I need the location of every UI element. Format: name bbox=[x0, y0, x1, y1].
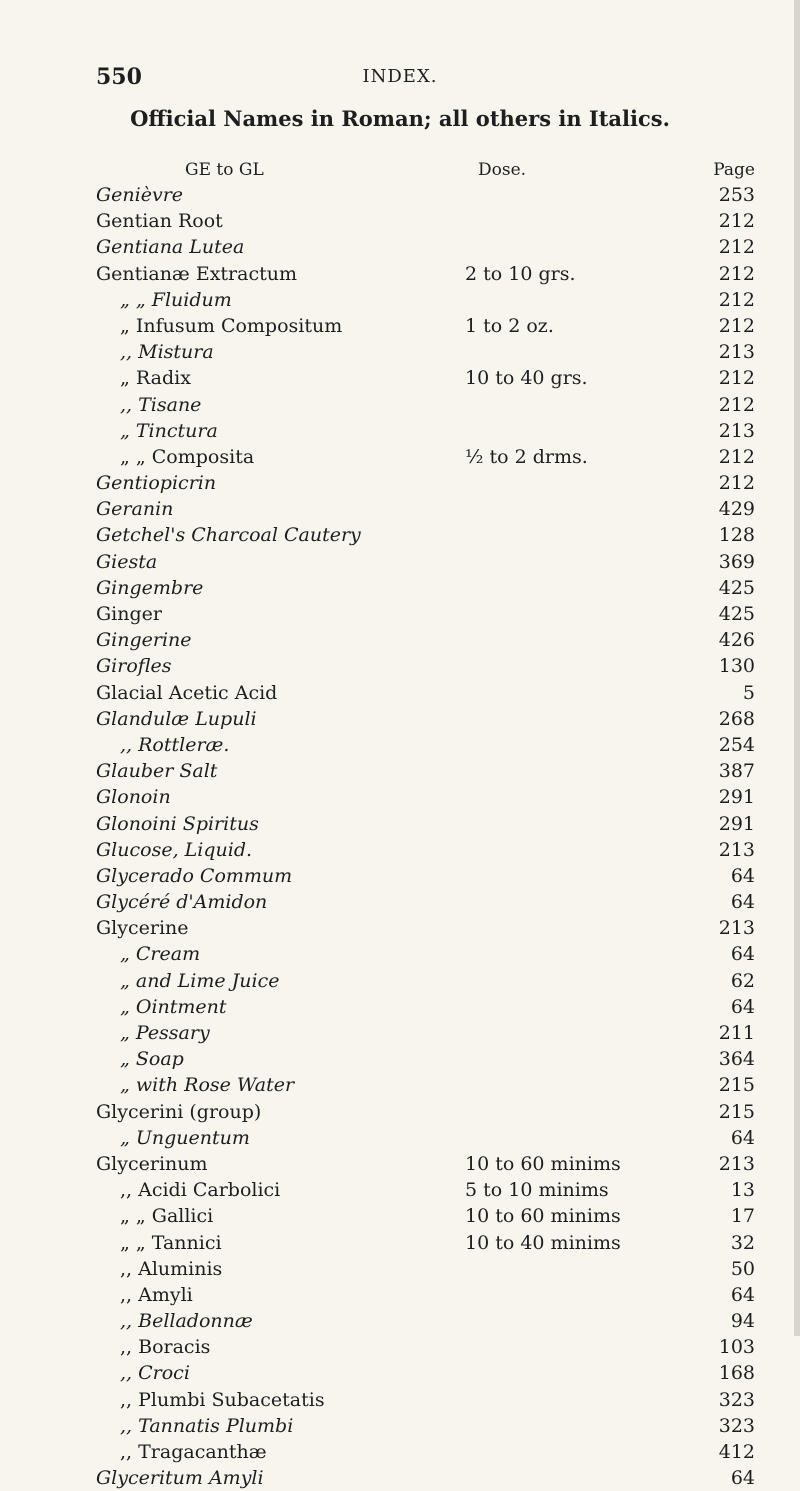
entry-dose: 10 to 40 grs. bbox=[465, 367, 588, 390]
entry-page: 64 bbox=[730, 891, 755, 914]
entry-page: 429 bbox=[718, 498, 755, 521]
entry-dose: 10 to 60 minims bbox=[465, 1205, 621, 1228]
entry-name: „ „ Composita bbox=[120, 445, 255, 468]
index-entry bbox=[0, 784, 800, 810]
entry-page: 212 bbox=[718, 262, 755, 285]
entry-name: Glonoin bbox=[96, 786, 171, 809]
index-entries bbox=[0, 182, 800, 1491]
index-entry bbox=[0, 1387, 800, 1413]
page-header bbox=[0, 64, 800, 94]
entry-name: Geranin bbox=[96, 498, 174, 521]
index-entry bbox=[0, 1413, 800, 1439]
entry-name: Gentianæ Extractum bbox=[96, 262, 297, 285]
entry-name: Gentian Root bbox=[96, 210, 223, 233]
index-entry bbox=[0, 1099, 800, 1125]
index-entry bbox=[0, 706, 800, 732]
entry-name: „ Tinctura bbox=[120, 419, 218, 442]
index-entry bbox=[0, 732, 800, 758]
index-entry bbox=[0, 1308, 800, 1334]
entry-page: 215 bbox=[718, 1074, 755, 1097]
index-entry bbox=[0, 575, 800, 601]
entry-page: 213 bbox=[718, 1152, 755, 1175]
index-entry bbox=[0, 261, 800, 287]
entry-name: „ with Rose Water bbox=[120, 1074, 295, 1097]
entry-page: 5 bbox=[742, 681, 755, 704]
entry-name: Glyceritum Amyli bbox=[96, 1467, 264, 1490]
entry-page: 212 bbox=[718, 393, 755, 416]
index-entry bbox=[0, 915, 800, 941]
index-entry bbox=[0, 313, 800, 339]
entry-name: Glycerini (group) bbox=[96, 1100, 262, 1123]
entry-name: ,, Boracis bbox=[120, 1336, 211, 1359]
entry-name: „ Soap bbox=[120, 1048, 184, 1071]
index-entry bbox=[0, 182, 800, 208]
index-entry bbox=[0, 339, 800, 365]
entry-page: 212 bbox=[718, 472, 755, 495]
entry-name: ,, Acidi Carbolici bbox=[120, 1179, 281, 1202]
column-dose-label: Dose. bbox=[478, 160, 527, 180]
entry-page: 425 bbox=[718, 576, 755, 599]
index-entry bbox=[0, 941, 800, 967]
entry-name: ,, Aluminis bbox=[120, 1257, 223, 1280]
entry-page: 212 bbox=[718, 367, 755, 390]
index-subtitle: Official Names in Roman; all others in Italics. bbox=[130, 106, 670, 131]
entry-dose: ½ to 2 drms. bbox=[465, 445, 588, 468]
index-entry bbox=[0, 758, 800, 784]
index-entry bbox=[0, 1072, 800, 1098]
entry-name: ,, Amyli bbox=[120, 1283, 193, 1306]
entry-name: „ Ointment bbox=[120, 995, 227, 1018]
entry-dose: 5 to 10 minims bbox=[465, 1179, 609, 1202]
index-entry bbox=[0, 392, 800, 418]
entry-page: 212 bbox=[718, 210, 755, 233]
entry-page: 212 bbox=[718, 314, 755, 337]
index-entry bbox=[0, 1282, 800, 1308]
index-entry bbox=[0, 1465, 800, 1491]
entry-page: 64 bbox=[730, 943, 755, 966]
index-entry bbox=[0, 837, 800, 863]
entry-page: 412 bbox=[718, 1441, 755, 1463]
entry-page: 291 bbox=[718, 786, 755, 809]
index-entry bbox=[0, 549, 800, 575]
entry-page: 62 bbox=[730, 969, 755, 992]
index-entry bbox=[0, 444, 800, 470]
index-entry bbox=[0, 365, 800, 391]
entry-name: Glycerinum bbox=[96, 1152, 208, 1175]
entry-page: 128 bbox=[718, 524, 755, 547]
index-entry bbox=[0, 968, 800, 994]
index-entry bbox=[0, 1230, 800, 1256]
entry-name: „ „ Gallici bbox=[120, 1205, 214, 1228]
entry-page: 213 bbox=[718, 419, 755, 442]
page-number: 550 bbox=[96, 64, 142, 90]
entry-name: „ „ Tannici bbox=[120, 1231, 222, 1254]
entry-page: 212 bbox=[718, 445, 755, 468]
entry-name: „ and Lime Juice bbox=[120, 969, 280, 992]
index-entry bbox=[0, 601, 800, 627]
index-entry bbox=[0, 1334, 800, 1360]
entry-name: Glycéré d'Amidon bbox=[96, 891, 268, 914]
entry-page: 50 bbox=[730, 1257, 755, 1280]
entry-page: 212 bbox=[718, 236, 755, 259]
index-entry bbox=[0, 994, 800, 1020]
entry-page: 94 bbox=[730, 1310, 755, 1333]
entry-page: 254 bbox=[718, 733, 755, 756]
running-title: INDEX. bbox=[362, 66, 438, 87]
entry-page: 103 bbox=[718, 1336, 755, 1359]
entry-name: Gingerine bbox=[96, 629, 192, 652]
entry-page: 323 bbox=[718, 1414, 755, 1437]
column-headers bbox=[0, 160, 800, 184]
entry-page: 426 bbox=[718, 629, 755, 652]
entry-dose: 1 to 2 oz. bbox=[465, 314, 554, 337]
entry-name: Glycerine bbox=[96, 917, 189, 940]
entry-name: „ Radix bbox=[120, 367, 191, 390]
entry-page: 211 bbox=[718, 1022, 755, 1044]
entry-name: Glauber Salt bbox=[96, 760, 218, 783]
entry-dose: 2 to 10 grs. bbox=[465, 262, 576, 285]
entry-name: „ Infusum Compositum bbox=[120, 314, 343, 337]
index-entry bbox=[0, 1151, 800, 1177]
entry-page: 213 bbox=[718, 341, 755, 364]
entry-name: ,, Mistura bbox=[120, 341, 214, 364]
entry-dose: 10 to 60 minims bbox=[465, 1152, 621, 1175]
index-entry bbox=[0, 1360, 800, 1386]
entry-page: 291 bbox=[718, 812, 755, 835]
index-entry bbox=[0, 889, 800, 915]
entry-name: „ „ Fluidum bbox=[120, 288, 232, 311]
entry-page: 268 bbox=[718, 707, 755, 730]
index-entry bbox=[0, 1256, 800, 1282]
entry-page: 32 bbox=[730, 1231, 755, 1254]
column-range-label: GE to GL bbox=[185, 160, 264, 180]
index-entry bbox=[0, 522, 800, 548]
index-entry bbox=[0, 863, 800, 889]
entry-name: ,, Tisane bbox=[120, 393, 202, 416]
index-entry bbox=[0, 1203, 800, 1229]
entry-name: ,, Tannatis Plumbi bbox=[120, 1414, 294, 1437]
index-entry bbox=[0, 1125, 800, 1151]
entry-name: ,, Belladonnæ bbox=[120, 1310, 253, 1333]
entry-page: 64 bbox=[730, 864, 755, 887]
column-page-label: Page bbox=[713, 160, 755, 180]
entry-name: Glandulæ Lupuli bbox=[96, 707, 257, 730]
entry-name: Glacial Acetic Acid bbox=[96, 681, 278, 704]
index-entry bbox=[0, 418, 800, 444]
entry-name: Glycerado Commum bbox=[96, 864, 293, 887]
entry-page: 64 bbox=[730, 1126, 755, 1149]
entry-name: Glucose, Liquid. bbox=[96, 838, 253, 861]
index-entry bbox=[0, 1439, 800, 1465]
entry-page: 212 bbox=[718, 288, 755, 311]
entry-page: 364 bbox=[718, 1048, 755, 1071]
index-entry bbox=[0, 627, 800, 653]
index-entry bbox=[0, 1177, 800, 1203]
entry-name: Ginger bbox=[96, 603, 162, 625]
entry-name: „ Cream bbox=[120, 943, 201, 966]
entry-dose: 10 to 40 minims bbox=[465, 1231, 621, 1254]
entry-name: „ Unguentum bbox=[120, 1126, 250, 1149]
entry-page: 213 bbox=[718, 838, 755, 861]
index-entry bbox=[0, 1020, 800, 1046]
entry-page: 425 bbox=[718, 603, 755, 625]
entry-page: 369 bbox=[718, 550, 755, 573]
entry-page: 213 bbox=[718, 917, 755, 940]
entry-page: 64 bbox=[730, 1283, 755, 1306]
index-entry bbox=[0, 496, 800, 522]
entry-page: 64 bbox=[730, 1467, 755, 1490]
entry-page: 130 bbox=[718, 655, 755, 678]
entry-page: 323 bbox=[718, 1388, 755, 1411]
entry-name: Giesta bbox=[96, 550, 158, 573]
entry-name: ,, Croci bbox=[120, 1362, 190, 1385]
entry-page: 13 bbox=[730, 1179, 755, 1202]
entry-name: Gingembre bbox=[96, 576, 204, 599]
entry-page: 64 bbox=[730, 995, 755, 1018]
index-entry bbox=[0, 470, 800, 496]
entry-page: 253 bbox=[718, 184, 755, 206]
entry-page: 168 bbox=[718, 1362, 755, 1385]
entry-page: 17 bbox=[730, 1205, 755, 1228]
index-entry bbox=[0, 653, 800, 679]
entry-name: Gentiopicrin bbox=[96, 472, 217, 495]
entry-name: ,, Plumbi Subacetatis bbox=[120, 1388, 325, 1411]
entry-page: 215 bbox=[718, 1100, 755, 1123]
entry-name: „ Pessary bbox=[120, 1022, 210, 1044]
index-entry bbox=[0, 811, 800, 837]
entry-name: Glonoini Spiritus bbox=[96, 812, 259, 835]
entry-name: Genièvre bbox=[96, 184, 184, 206]
index-entry bbox=[0, 234, 800, 260]
entry-name: Gentiana Lutea bbox=[96, 236, 245, 259]
index-entry bbox=[0, 208, 800, 234]
entry-name: ,, Tragacanthæ bbox=[120, 1441, 267, 1463]
entry-name: Girofles bbox=[96, 655, 172, 678]
page-edge bbox=[794, 0, 800, 1336]
index-entry bbox=[0, 287, 800, 313]
entry-name: Getchel's Charcoal Cautery bbox=[96, 524, 361, 547]
index-entry bbox=[0, 680, 800, 706]
entry-page: 387 bbox=[718, 760, 755, 783]
entry-name: ,, Rottleræ. bbox=[120, 733, 230, 756]
index-entry bbox=[0, 1046, 800, 1072]
